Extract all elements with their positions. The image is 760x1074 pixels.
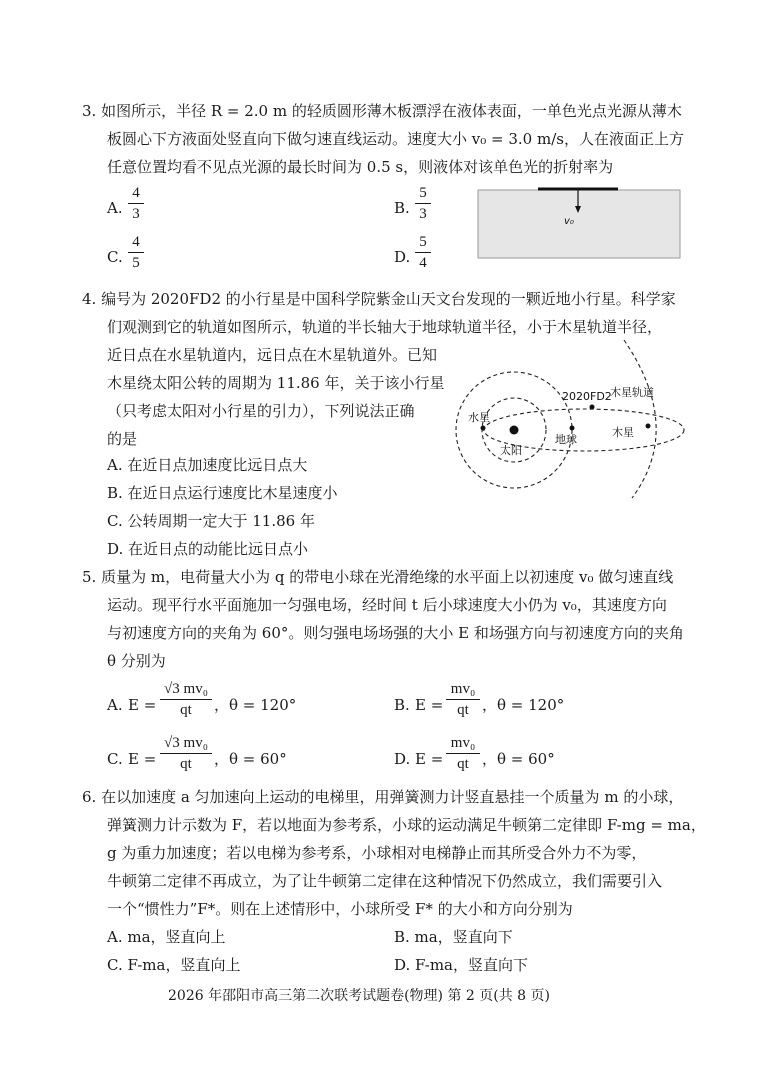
q3-figure xyxy=(476,184,682,260)
q4-option-c: C. 公转周期一定大于 11.86 年 xyxy=(107,512,315,530)
q4-option-b: B. 在近日点运行速度比木星速度小 xyxy=(107,484,338,502)
q3-option-d-label: D. xyxy=(394,248,411,266)
q5-option-d-label: D. xyxy=(394,750,411,768)
q5-option-a-angle: ，θ = 120° xyxy=(214,696,297,714)
q4-option-d: D. 在近日点的动能比远日点小 xyxy=(107,540,309,558)
q4-line-4: 木星绕太阳公转的周期为 11.86 年，关于该小行星 xyxy=(107,374,445,392)
q5-option-c-label: C. xyxy=(107,750,123,768)
q3-option-b-fraction: 5 3 xyxy=(415,184,431,223)
q3-option-a-fraction: 4 3 xyxy=(128,184,144,223)
q5-line-2: 运动。现平行水平面施加一匀强电场，经时间 t 后小球速度大小仍为 v₀，其速度方向 xyxy=(107,596,667,614)
q6-option-d: D. F-ma，竖直向下 xyxy=(394,956,528,974)
q6-line-5: 一个“惯性力”F*。则在上述情形中，小球所受 F* 的大小和方向分别为 xyxy=(107,900,573,918)
q5-option-a-fraction: √3 mv₀ qt xyxy=(160,680,212,719)
q3-line-1: 3. 如图所示，半径 R = 2.0 m 的轻质圆形薄木板漂浮在液体表面，一单色光点光源从薄木 xyxy=(82,102,682,120)
velocity-label: v₀ xyxy=(564,216,574,227)
q6-line-2: 弹簧测力计示数为 F，若以地面为参考系，小球的运动满足牛顿第二定律即 F-mg = ma， xyxy=(107,816,706,834)
q5-option-d-lhs: E = xyxy=(415,750,444,768)
q5-option-d-angle: ，θ = 60° xyxy=(482,750,555,768)
q6-option-b: B. ma，竖直向下 xyxy=(394,928,513,946)
q4-line-3: 近日点在水星轨道内，远日点在木星轨道外。已知 xyxy=(107,346,438,364)
jupiter-dot xyxy=(646,424,651,429)
q6-option-c: C. F-ma，竖直向上 xyxy=(107,956,241,974)
q4-option-a: A. 在近日点加速度比远日点大 xyxy=(107,456,308,474)
q5-option-d-fraction: mv₀ qt xyxy=(446,734,480,773)
q3-option-d-fraction: 5 4 xyxy=(415,233,431,272)
q5-line-1: 5. 质量为 m，电荷量大小为 q 的带电小球在光滑绝缘的水平面上以初速度 v₀ 做匀速直线 xyxy=(82,568,674,586)
q5-option-b-label: B. xyxy=(394,696,410,714)
q4-line-1: 4. 编号为 2020FD2 的小行星是中国科学院紫金山天文台发现的一颗近地小行星。科学家 xyxy=(82,290,676,308)
q6-line-3: g 为重力加速度；若以电梯为参考系，小球相对电梯静止而其所受合外力不为零， xyxy=(107,844,647,862)
earth-dot xyxy=(570,426,575,431)
sun-dot xyxy=(510,426,519,435)
q5-option-b-fraction: mv₀ qt xyxy=(446,680,480,719)
q5-option-a-label: A. xyxy=(107,696,123,714)
q4-line-6: 的是 xyxy=(107,430,138,448)
mercury-dot xyxy=(481,426,486,431)
q4-line-2: 们观测到它的轨道如图所示，轨道的半长轴大于地球轨道半径，小于木星轨道半径， xyxy=(107,318,663,336)
jupiter-orbit-label: 木星轨道 xyxy=(610,386,654,399)
q4-line-5: （只考虑太阳对小行星的引力），下列说法正确 xyxy=(107,402,415,420)
liquid-region xyxy=(478,190,680,258)
q5-option-a-lhs: E = xyxy=(128,696,157,714)
jupiter-label: 木星 xyxy=(612,426,634,439)
q3-option-a-label: A. xyxy=(107,199,123,217)
mercury-label: 水星 xyxy=(468,411,490,424)
q3-line-3: 任意位置均看不见点光源的最长时间为 0.5 s，则液体对该单色光的折射率为 xyxy=(107,158,614,176)
q3-option-c-fraction: 4 5 xyxy=(128,233,144,272)
q5-option-c-lhs: E = xyxy=(128,750,157,768)
q6-line-1: 6. 在以加速度 a 匀加速向上运动的电梯里，用弹簧测力计竖直悬挂一个质量为 m 的小球， xyxy=(82,788,684,806)
q5-option-c-angle: ，θ = 60° xyxy=(214,750,287,768)
jupiter-orbit-arc xyxy=(624,340,656,498)
sun-label: 太阳 xyxy=(500,444,522,457)
q6-option-a: A. ma，竖直向上 xyxy=(107,928,226,946)
q5-option-c-fraction: √3 mv₀ qt xyxy=(160,734,212,773)
q5-option-b-lhs: E = xyxy=(415,696,444,714)
asteroid-label: 2020FD2 xyxy=(562,390,612,403)
earth-label: 地球 xyxy=(555,433,577,446)
q3-option-c-label: C. xyxy=(107,248,123,266)
q3-line-2: 板圆心下方液面处竖直向下做匀速直线运动。速度大小 v₀ = 3.0 m/s，人在液面正上方 xyxy=(107,130,684,148)
q3-option-b-label: B. xyxy=(394,199,410,217)
q5-option-b-angle: ，θ = 120° xyxy=(482,696,565,714)
asteroid-dot xyxy=(590,405,595,410)
q5-line-4: θ 分别为 xyxy=(107,652,166,670)
q6-line-4: 牛顿第二定律不再成立，为了让牛顿第二定律在这种情况下仍然成立，我们需要引入 xyxy=(107,872,663,890)
q5-line-3: 与初速度方向的夹角为 60°。则匀强电场场强的大小 E 和场强方向与初速度方向的夹角 xyxy=(107,624,684,642)
page-footer: 2026 年邵阳市高三第二次联考试题卷(物理) 第 2 页(共 8 页) xyxy=(168,988,550,1004)
q4-orbit-figure xyxy=(452,338,692,500)
